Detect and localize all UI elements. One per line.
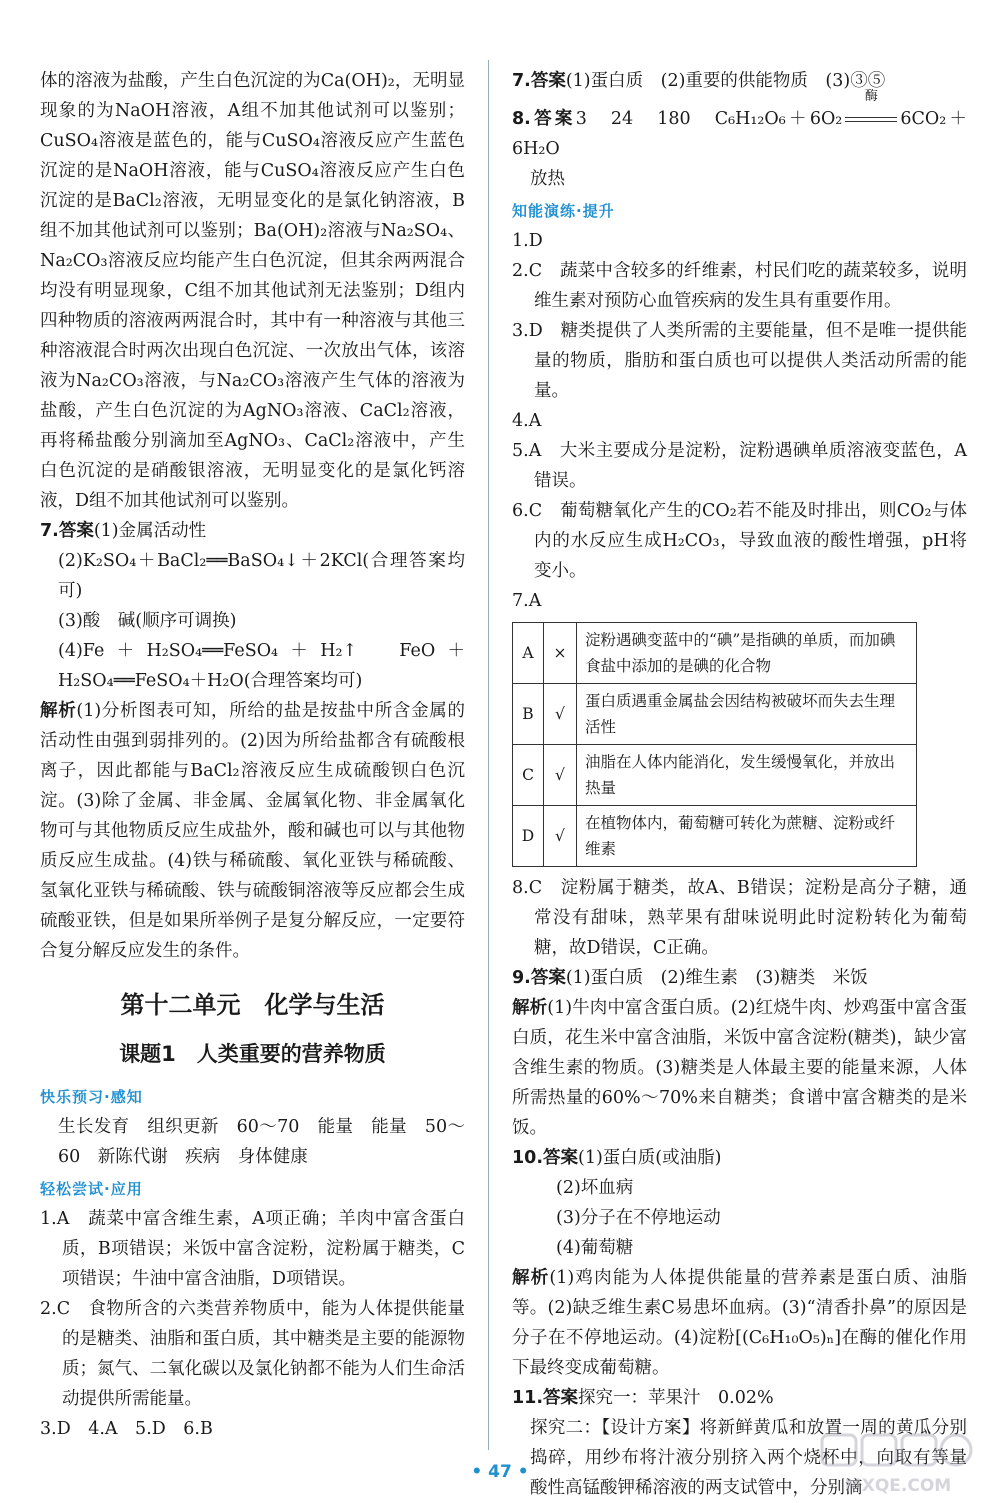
q6-analysis-continued: 体的溶液为盐酸，产生白色沉淀的为Ca(OH)₂，无明显现象的为NaOH溶液，A组不加其他试剂可以鉴别；CuSO₄溶液是蓝色的，能与CuSO₄溶液反应产生蓝色沉淀的是NaOH溶液，能与CuSO₄溶液反应产生白色沉淀的是BaCl₂溶液，无明显变化的是氯化钠溶液，B组不加其他试剂可以鉴别；Ba(OH)₂溶液与Na₂SO₄、Na₂CO₃溶液反应均能产生白色沉淀，但其余两两混合均没有明显现象，C组不加其他试剂无法鉴别；D组内四种物质的溶液两两混合时，其中有一种溶液与其他三种溶液混合时两次出现白色沉淀、一次放出气体，该溶液为Na₂CO₃溶液，与Na₂CO₃溶液产生气体的溶液为盐酸，产生白色沉淀的为AgNO₃溶液、CaCl₂溶液，再将稀盐酸分别滴加至AgNO₃、CaCl₂溶液中，产生白色沉淀的是硝酸银溶液，无明显变化的是氯化钙溶液，D组不加其他试剂可以鉴别。 — [40, 71, 465, 511]
table-row: C √ 油脂在人体内能消化，发生缓慢氧化，并放出热量 — [513, 745, 917, 806]
section-heading-try: 轻松尝试·应用 — [40, 1180, 143, 1198]
q9-analysis: 解析(1)牛肉中富含蛋白质。(2)红烧牛肉、炒鸡蛋中富含蛋白质，花生米中富含油脂，米饭中富含淀粉(糖类)，缺少富含维生素的物质。(3)糖类是人体最主要的能量来源，人体所需热量的60%～70%来自糖类；食谱中富含糖类的是米饭。 — [512, 998, 968, 1138]
practice-item-3: 3.D 糖类提供了人类所需的主要能量，但不是唯一提供能量的物质，脂肪和蛋白质也可以提供人类活动所需的能量。 — [512, 321, 967, 401]
q10-answer-3: (3)分子在不停地运动 — [556, 1208, 721, 1228]
practice-item-1: 1.D — [512, 231, 543, 251]
practice-item-4: 4.A — [512, 411, 542, 431]
answer-label: 7.答案 — [40, 521, 94, 541]
section-heading-practice: 知能演练·提升 — [512, 202, 615, 220]
column-divider — [488, 60, 489, 1450]
q7-analysis: 解析(1)分析图表可知，所给的盐是按盐中所含金属的活动性由强到弱排列的。(2)因为所给盐都含有硫酸根离子，因此都能与BaCl₂溶液反应生成硫酸钡白色沉淀。(3)除了金属、非金属、金属氧化物、非金属氧化物可与其他物质反应生成盐外，酸和碱也可以与其他物质反应生成盐。(4)铁与稀硫酸、氧化亚铁与稀硫酸、氢氧化亚铁与稀硫酸、铁与硫酸铜溶液等反应都会生成硫酸亚铁，但是如果所举例子是复分解反应，一定要符合复分解反应发生的条件。 — [40, 701, 465, 961]
q10-answer-2: (2)坏血病 — [556, 1178, 634, 1198]
q7-answer-3: (3)酸 碱(顺序可调换) — [58, 611, 237, 631]
right-column — [512, 66, 967, 1503]
section-heading-preview: 快乐预习·感知 — [40, 1088, 143, 1106]
analysis-label: 解析 — [40, 701, 77, 721]
table-row: B √ 蛋白质遇重金属盐会因结构被破坏而失去生理活性 — [513, 684, 917, 745]
left-column — [40, 66, 465, 1444]
q9-answer: 9.答案(1)蛋白质 (2)维生素 (3)糖类 米饭 — [512, 968, 868, 988]
try-item-2: 2.C 食物所含的六类营养物质中，能为人体提供能量的是糖类、油脂和蛋白质，其中糖类是主要的能源物质；氮气、二氧化碳以及氯化钠都不能为人们生命活动提供所需能量。 — [40, 1299, 465, 1409]
page-number: • 47 • — [471, 1462, 529, 1482]
svg-text:MXQE.COM: MXQE.COM — [844, 1476, 952, 1496]
q7-answer-2: (2)K₂SO₄＋BaCl₂══BaSO₄↓＋2KCl(合理答案均可) — [58, 551, 465, 601]
watermark-logo-icon — [818, 1429, 978, 1499]
r7-answer: 7.答案(1)蛋白质 (2)重要的供能物质 (3)③⑤ — [512, 71, 886, 91]
enzyme-arrow: 酶 — [842, 104, 900, 134]
practice-item-5: 5.A 大米主要成分是淀粉，淀粉遇碘单质溶液变蓝色，A错误。 — [512, 441, 967, 491]
q11-answer-2: 探究二：【设计方案】将新鲜黄瓜和放置一周的黄瓜分别捣碎，用纱布将汁液分别挤入两个烧杯中，向取有等量酸性高锰酸钾稀溶液的两支试管中，分别滴 — [530, 1418, 967, 1498]
table-row: D √ 在植物体内，葡萄糖可转化为蔗糖、淀粉或纤维素 — [513, 806, 917, 867]
practice-item-7: 7.A — [512, 591, 542, 611]
q11-answer: 11.答案探究一：苹果汁 0.02% — [512, 1388, 774, 1408]
practice-item-6: 6.C 葡萄糖氧化产生的CO₂若不能及时排出，则CO₂与体内的水反应生成H₂CO₃，导致血液的酸性增强，pH将变小。 — [512, 501, 967, 581]
r8-tail: 放热 — [530, 169, 565, 189]
preview-answers: 生长发育 组织更新 60～70 能量 能量 50～60 新陈代谢 疾病 身体健康 — [58, 1117, 465, 1167]
practice-item-8: 8.C 淀粉属于糖类，故A、B错误；淀粉是高分子糖，通常没有甜味，熟苹果有甜味说明此时淀粉转化为葡萄糖，故D错误，C正确。 — [512, 878, 967, 958]
try-item-1: 1.A 蔬菜中富含维生素，A项正确；羊肉中富含蛋白质，B项错误；米饭中富含淀粉，淀粉属于糖类，C项错误；牛油中富含油脂，D项错误。 — [40, 1209, 465, 1289]
q7-answer-4: (4)Fe＋H₂SO₄══FeSO₄＋H₂↑ FeO＋H₂SO₄══FeSO₄＋H₂O(合理答案均可) — [58, 641, 465, 691]
try-item-3-6: 3.D 4.A 5.D 6.B — [40, 1419, 213, 1439]
q10-answer: 10.答案(1)蛋白质(或油脂) — [512, 1148, 722, 1168]
lesson-title: 课题1 人类重要的营养物质 — [119, 1042, 386, 1066]
practice-item-2: 2.C 蔬菜中含较多的纤维素，村民们吃的蔬菜较多，说明维生素对预防心血管疾病的发生具有重要作用。 — [512, 261, 967, 311]
q10-analysis: 解析(1)鸡肉能为人体提供能量的营养素是蛋白质、油脂等。(2)缺乏维生素C易患坏血病。(3)“清香扑鼻”的原因是分子在不停地运动。(4)淀粉[(C₆H₁₀O₅)ₙ]在酶的催化作用下最终变成葡萄糖。 — [512, 1268, 968, 1378]
r8-answer: 8.答案3 24 180 C₆H₁₂O₆＋6O₂ 酶 6CO₂＋6H₂O — [512, 89, 967, 159]
table-row: A × 淀粉遇碘变蓝中的“碘”是指碘的单质，而加碘食盐中添加的是碘的化合物 — [513, 623, 917, 684]
options-table — [512, 622, 917, 867]
q10-answer-4: (4)葡萄糖 — [556, 1238, 634, 1258]
unit-title: 第十二单元 化学与生活 — [120, 991, 385, 1019]
q7-answer: 7.答案(1)金属活动性 — [40, 521, 207, 541]
